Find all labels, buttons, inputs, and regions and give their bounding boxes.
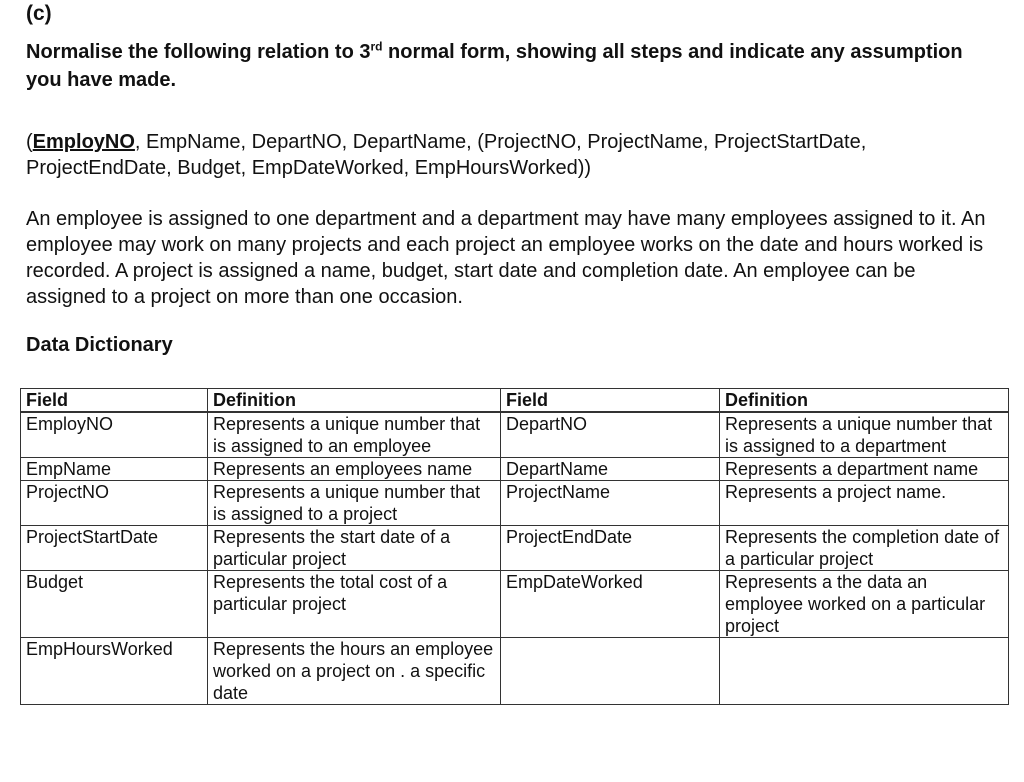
field-cell: EmpName bbox=[21, 458, 208, 481]
table-row bbox=[21, 412, 1009, 458]
field-cell: ProjectStartDate bbox=[21, 526, 208, 571]
field-cell: DepartName bbox=[501, 458, 720, 481]
table-row bbox=[21, 526, 1009, 571]
relation-open-paren: ( bbox=[26, 131, 33, 153]
question-text bbox=[26, 38, 986, 94]
question-text-end: normal form, showing all steps and indicate any assumption you have made. bbox=[26, 41, 963, 91]
question-text-start: Normalise the following relation to 3 bbox=[26, 41, 371, 63]
field-cell: ProjectName bbox=[501, 481, 720, 526]
definition-cell: Represents an employees name bbox=[208, 458, 501, 481]
definition-cell: Represents the completion date of a particular project bbox=[720, 526, 1009, 571]
definition-cell bbox=[720, 638, 1009, 705]
definition-cell: Represents a unique number that is assigned to a project bbox=[208, 481, 501, 526]
header-field-1: Field bbox=[21, 389, 208, 413]
field-cell: EmployNO bbox=[21, 412, 208, 458]
field-cell: ProjectEndDate bbox=[501, 526, 720, 571]
relation-schema bbox=[26, 129, 996, 181]
table-row bbox=[21, 571, 1009, 638]
primary-key: EmployNO bbox=[32, 131, 135, 153]
header-field-2: Field bbox=[501, 389, 720, 413]
table-row bbox=[21, 481, 1009, 526]
field-cell: DepartNO bbox=[501, 412, 720, 458]
field-cell: EmpHoursWorked bbox=[21, 638, 208, 705]
question-label: (c) bbox=[26, 2, 52, 25]
definition-cell: Represents a unique number that is assigned to a department bbox=[720, 412, 1009, 458]
field-cell bbox=[501, 638, 720, 705]
table-row bbox=[21, 458, 1009, 481]
definition-cell: Represents a department name bbox=[720, 458, 1009, 481]
table-header-row bbox=[21, 389, 1009, 413]
field-cell: Budget bbox=[21, 571, 208, 638]
definition-cell: Represents the hours an employee worked on a project on . a specific date bbox=[208, 638, 501, 705]
header-definition-1: Definition bbox=[208, 389, 501, 413]
ordinal-superscript: rd bbox=[370, 39, 383, 54]
scenario-description: An employee is assigned to one department and a department may have many employees assigned to it. An employee may work on many projects and each project an employee works on the date and hours worked is recorded. A project is assigned a name, budget, start date and completion date. An employee can be assigned to a project on more than one occasion. bbox=[26, 208, 986, 308]
definition-cell: Represents the start date of a particular project bbox=[208, 526, 501, 571]
data-dictionary-heading: Data Dictionary bbox=[26, 334, 173, 356]
field-cell: ProjectNO bbox=[21, 481, 208, 526]
definition-cell: Represents the total cost of a particular project bbox=[208, 571, 501, 638]
definition-cell: Represents a the data an employee worked on a particular project bbox=[720, 571, 1009, 638]
field-cell: EmpDateWorked bbox=[501, 571, 720, 638]
definition-cell: Represents a project name. bbox=[720, 481, 1009, 526]
table-row bbox=[21, 638, 1009, 705]
definition-cell: Represents a unique number that is assigned to an employee bbox=[208, 412, 501, 458]
data-dictionary-table bbox=[20, 388, 1009, 705]
header-definition-2: Definition bbox=[720, 389, 1009, 413]
relation-attributes: , EmpName, DepartNO, DepartName, (ProjectNO, ProjectName, ProjectStartDate, ProjectEndDate, Budget, EmpDateWorked, EmpHoursWorked)) bbox=[26, 131, 867, 179]
